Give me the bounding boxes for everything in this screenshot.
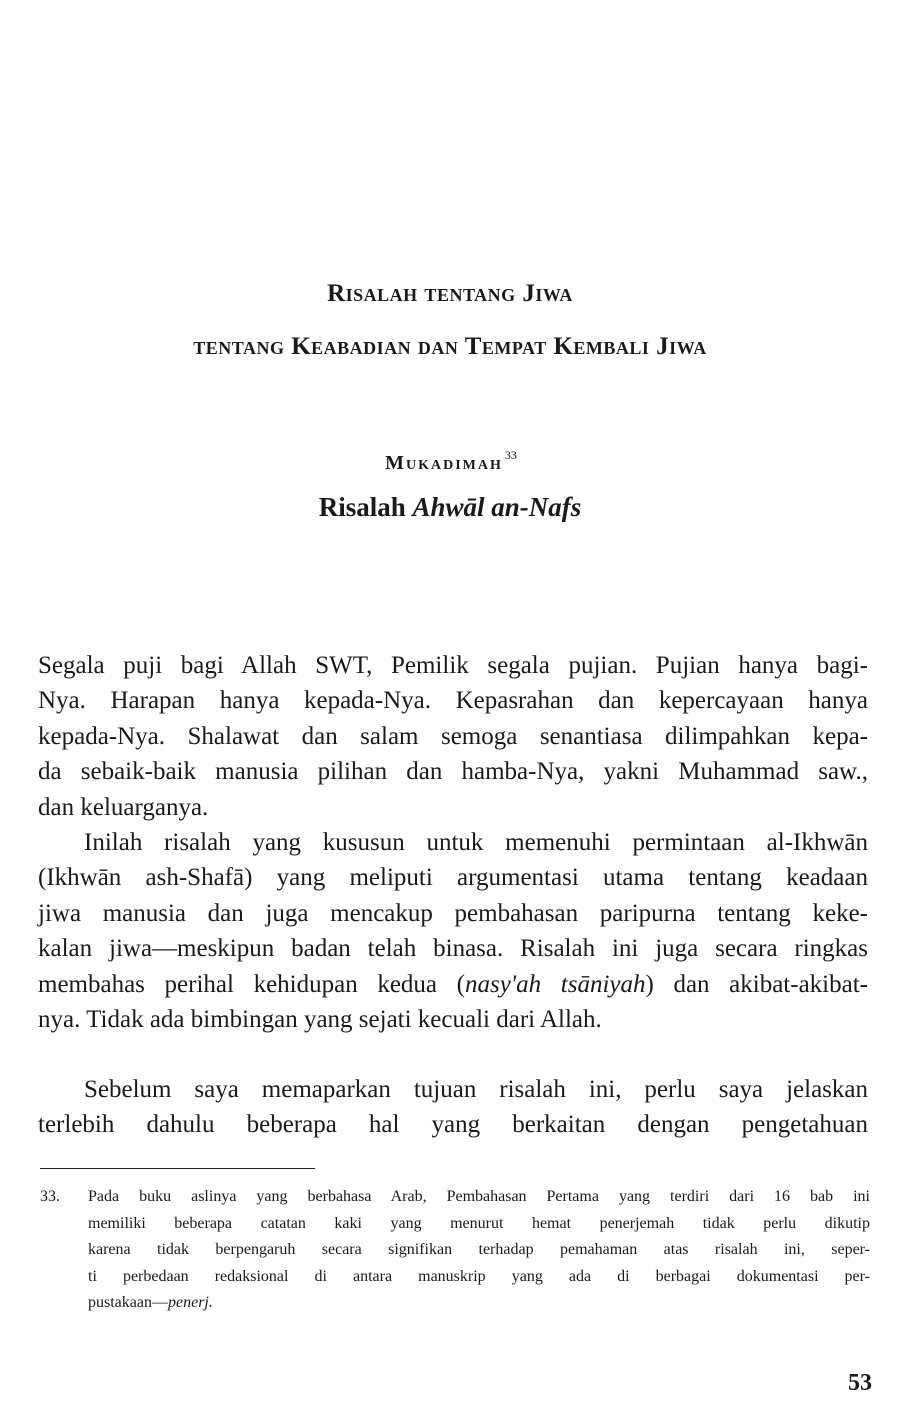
paragraph-line: Nya. Harapan hanya kepada-Nya. Kepasrahan dan kepercayaan hanya xyxy=(38,687,868,715)
footnote-line: karena tidak berpengaruh secara signifikan terhadap pemahaman atas risalah ini, seper- xyxy=(88,1241,870,1258)
section-title-plain: Risalah xyxy=(318,492,406,522)
footnote-text: pustakaan— xyxy=(88,1294,168,1311)
footnote xyxy=(40,1184,870,1317)
paragraph-line: nya. Tidak ada bimbingan yang sejati kecuali dari Allah. xyxy=(38,1006,602,1034)
paragraph-line: Sebelum saya memaparkan tujuan risalah ini, perlu saya jelaskan xyxy=(84,1076,868,1103)
chapter-title-line-2: tentang Keabadian dan Tempat Kembali Jiwa xyxy=(193,333,707,360)
footnote-translator-mark: penerj. xyxy=(167,1294,213,1311)
section-label xyxy=(0,448,900,475)
footnote-number: 33. xyxy=(40,1188,60,1205)
paragraph-3 xyxy=(38,1072,868,1143)
section-label-text: Mukadimah xyxy=(385,452,503,474)
paragraph-line: da sebaik-baik manusia pilihan dan hamba-Nya, yakni Muhammad saw., xyxy=(38,758,868,786)
footnote-body xyxy=(88,1184,870,1317)
footnote-line: memiliki beberapa catatan kaki yang menurut hemat penerjemah tidak perlu dikutip xyxy=(88,1214,870,1232)
footnote-line xyxy=(88,1290,870,1317)
paragraph-line: Segala puji bagi Allah SWT, Pemilik segala pujian. Pujian hanya bagi- xyxy=(38,652,868,679)
paragraph-line: terlebih dahulu beberapa hal yang berkaitan dengan pengetahuan xyxy=(38,1111,868,1139)
line-text: ) dan akibat-akibat- xyxy=(645,970,868,998)
footnote-divider xyxy=(40,1168,315,1169)
section-title xyxy=(0,492,900,523)
footnote-reference: 33 xyxy=(504,448,517,462)
paragraph-1 xyxy=(38,648,868,825)
page-number: 53 xyxy=(848,1370,872,1396)
paragraph-2 xyxy=(38,825,868,1037)
paragraph-line: dan keluarganya. xyxy=(38,793,209,821)
footnote-line: ti perbedaan redaksional di antara manuskrip yang ada di berbagai dokumentasi per- xyxy=(88,1267,870,1285)
italic-term: nasy'ah tsāniyah xyxy=(464,970,646,998)
paragraph-line: kepada-Nya. Shalawat dan salam semoga senantiasa dilimpahkan kepa- xyxy=(38,722,868,750)
paragraph-line: (Ikhwān ash-Shafā) yang meliputi argumentasi utama tentang keadaan xyxy=(38,864,868,892)
paragraph-line xyxy=(38,967,868,1002)
paragraph-line: kalan jiwa—meskipun badan telah binasa. Risalah ini juga secara ringkas xyxy=(38,935,868,963)
line-text: membahas perihal kehidupan kedua ( xyxy=(38,970,465,998)
paragraph-line: Inilah risalah yang kususun untuk memenuhi permintaan al-Ikhwān xyxy=(84,829,868,856)
paragraph-line: jiwa manusia dan juga mencakup pembahasan paripurna tentang keke- xyxy=(38,899,868,927)
section-title-italic: Ahwāl an-Nafs xyxy=(412,492,582,522)
chapter-title-line-1: Risalah tentang Jiwa xyxy=(327,280,573,307)
footnote-line: Pada buku aslinya yang berbahasa Arab, Pembahasan Pertama yang terdiri dari 16 bab ini xyxy=(88,1188,870,1205)
